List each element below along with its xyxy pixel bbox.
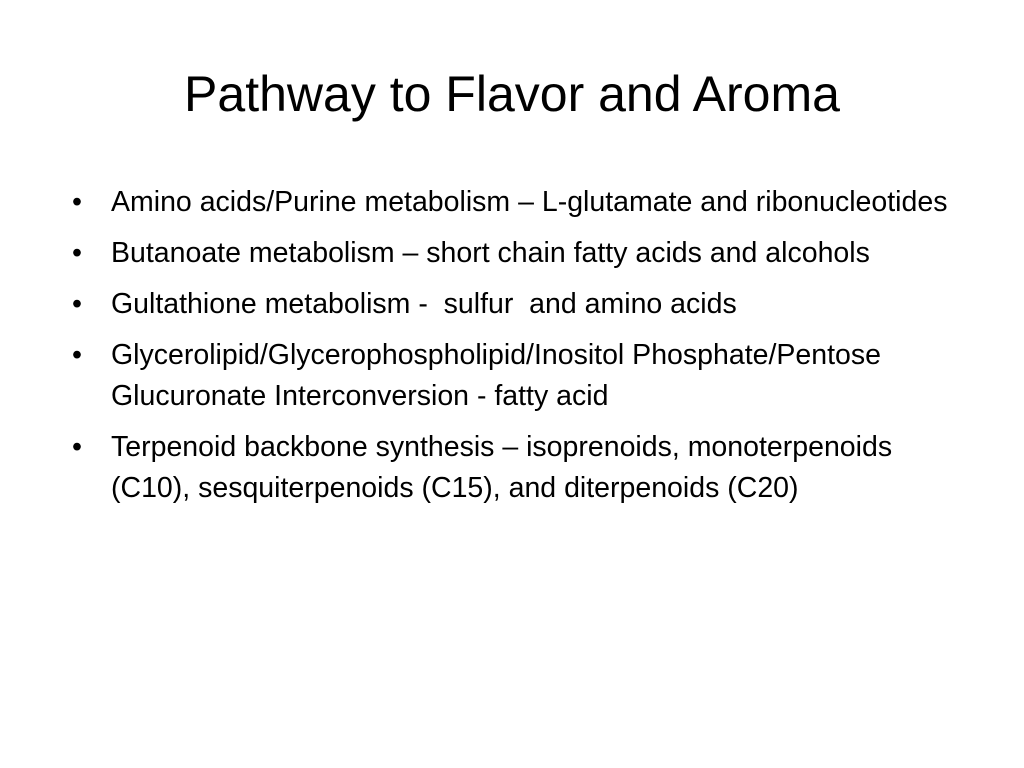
bullet-text: Amino acids/Purine metabolism – L-glutamate and ribonucleotides <box>111 186 948 218</box>
bullet-text: Glycerolipid/Glycerophospholipid/Inositol Phosphate/Pentose Glucuronate Interconversion - fatty acid <box>111 339 889 412</box>
bullet-dot-icon: • <box>72 237 82 269</box>
bullet-dot-icon: • <box>72 186 82 218</box>
bullet-dot-icon: • <box>72 339 82 371</box>
list-item <box>72 182 952 223</box>
bullet-text: Terpenoid backbone synthesis – isoprenoids, monoterpenoids (C10), sesquiterpenoids (C15), and diterpenoids (C20) <box>111 431 900 504</box>
bullet-dot-icon: • <box>72 288 82 320</box>
slide-title: Pathway to Flavor and Aroma <box>184 66 840 122</box>
bullet-text: Butanoate metabolism – short chain fatty acids and alcohols <box>111 237 870 269</box>
bullet-text: Gultathione metabolism - sulfur and amino acids <box>111 288 737 320</box>
bullet-dot-icon: • <box>72 431 82 463</box>
list-item <box>72 427 952 509</box>
list-item <box>72 233 952 274</box>
list-item <box>72 335 952 417</box>
bullet-list <box>72 182 952 519</box>
list-item <box>72 284 952 325</box>
